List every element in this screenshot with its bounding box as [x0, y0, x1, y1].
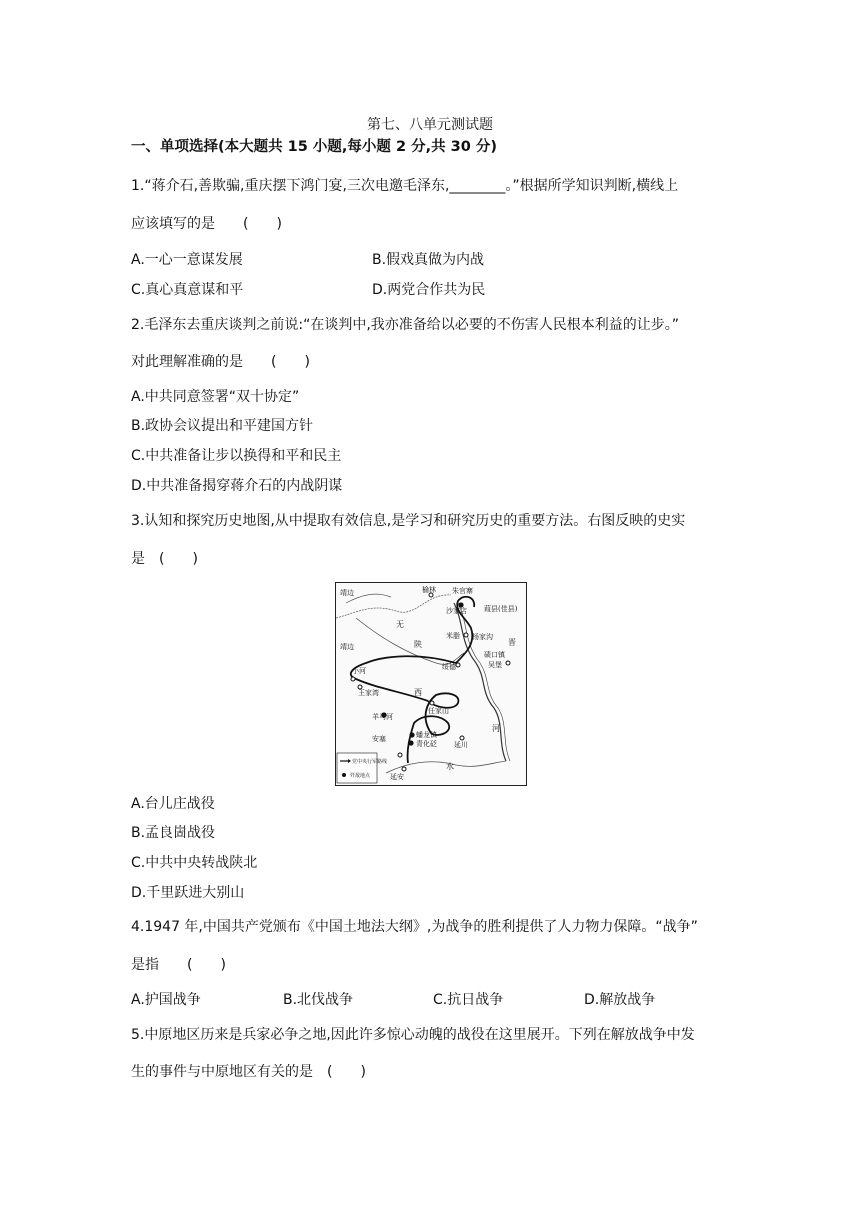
legend-route-label: 党中央行军路线	[352, 759, 388, 765]
question-3-stem-line-2: 是 ( )	[131, 551, 198, 567]
question-4-stem-line-2: 是指 ( )	[131, 957, 226, 973]
label-jingbian: 靖边	[340, 643, 354, 651]
history-map-figure	[335, 582, 527, 786]
question-5-stem-line-1: 5.中原地区历来是兵家必争之地,因此许多惊心动魄的战役在这里展开。下列在解放战争中发	[131, 1027, 695, 1043]
label-zhujiazhai: 朱官寨	[452, 587, 473, 595]
label-xiaohe: 小河	[352, 667, 366, 675]
label-jiaxian: 葭县(佳县)	[484, 605, 518, 613]
label-yangmahe: 羊马河	[372, 713, 393, 721]
legend-battle-marker	[342, 773, 346, 777]
section-heading: 一、单项选择(本大题共 15 小题,每小题 2 分,共 30 分)	[131, 139, 498, 155]
label-wubao: 吴堡	[488, 661, 502, 669]
place-marker	[398, 753, 402, 757]
question-4-option-a[interactable]: A.护国战争	[131, 992, 201, 1008]
page-title: 第七、八单元测试题	[367, 117, 493, 133]
question-2-option-b[interactable]: B.政协会议提出和平建国方针	[131, 418, 314, 434]
label-xi: 西	[414, 688, 422, 697]
label-yangjiagou: 杨家沟	[472, 633, 493, 641]
label-yanan: 延安	[390, 773, 404, 781]
question-1-option-c[interactable]: C.真心真意谋和平	[131, 282, 244, 298]
label-suide: 绥德	[442, 663, 456, 671]
label-shui: 水	[446, 762, 454, 771]
battle-site-marker	[409, 732, 414, 737]
label-wangjiawan: 王家湾	[358, 689, 379, 697]
label-yanchuan: 延川	[454, 741, 468, 749]
province-border	[336, 595, 451, 618]
question-2-option-a[interactable]: A.中共同意签署“双十协定”	[131, 389, 300, 405]
label-mizhi: 米脂	[446, 632, 460, 640]
question-3-option-d[interactable]: D.千里跃进大别山	[131, 885, 245, 901]
question-4-option-d[interactable]: D.解放战争	[584, 992, 656, 1008]
question-2-option-c[interactable]: C.中共准备让步以换得和平和民主	[131, 448, 342, 464]
label-ansai: 安塞	[372, 735, 386, 743]
place-marker	[506, 661, 510, 665]
question-2-stem-line-2: 对此理解准确的是 ( )	[131, 354, 310, 370]
question-4-stem-line-1: 4.1947 年,中国共产党颁布《中国土地法大纲》,为战争的胜利提供了人力物力保障。“战争”	[131, 919, 698, 935]
legend-battle-label: 歼敌地点	[350, 773, 371, 779]
label-yulin: 榆林	[422, 586, 436, 594]
label-renjiashan: 任家山	[428, 707, 449, 715]
question-3-option-b[interactable]: B.孟良崮战役	[131, 825, 216, 841]
place-marker	[351, 677, 355, 681]
label-qikouzhen: 碛口镇	[484, 651, 505, 659]
place-marker	[402, 767, 406, 771]
battle-site-marker	[408, 740, 413, 745]
map-svg	[336, 583, 526, 785]
question-1-stem-line-1: 1.“蒋介石,善欺骗,重庆摆下鸿门宴,三次电邀毛泽东,________。”根据所学知识判断,横线上	[131, 178, 679, 194]
question-3-stem-line-1: 3.认知和探究历史地图,从中提取有效信息,是学习和研究历史的重要方法。右图反映的史实	[131, 513, 686, 529]
question-3-option-c[interactable]: C.中共中央转战陕北	[131, 855, 258, 871]
label-he: 河	[492, 724, 500, 733]
place-marker	[430, 701, 434, 705]
place-marker	[460, 736, 464, 740]
question-2-stem-line-1: 2.毛泽东去重庆谈判之前说:“在谈判中,我亦准备给以必要的不伤害人民根本利益的让步。”	[131, 317, 680, 333]
label-wu: 无	[396, 620, 404, 629]
label-shan: 陕	[414, 640, 422, 649]
question-3-option-a[interactable]: A.台儿庄战役	[131, 796, 215, 812]
question-1-stem-line-2: 应该填写的是 ( )	[131, 216, 282, 232]
question-1-option-b[interactable]: B.假戏真做为内战	[372, 252, 485, 268]
label-panlongzhen: 蟠龙镇	[416, 731, 437, 739]
question-4-option-c[interactable]: C.抗日战争	[433, 992, 504, 1008]
label-qinghuabian: 青化砭	[416, 740, 437, 748]
question-1-option-d[interactable]: D.两党合作共为民	[372, 282, 486, 298]
place-marker	[456, 663, 460, 667]
question-1-option-a[interactable]: A.一心一意谋发展	[131, 252, 243, 268]
label-jin: 晋	[508, 638, 516, 647]
wuding-river	[356, 618, 464, 664]
place-marker	[464, 633, 468, 637]
question-4-option-b[interactable]: B.北伐战争	[283, 992, 354, 1008]
yellow-river-bank	[458, 603, 510, 761]
question-5-stem-line-2: 生的事件与中原地区有关的是 ( )	[131, 1064, 366, 1080]
label-shajiadian: 沙家店	[446, 607, 467, 615]
question-2-option-d[interactable]: D.中共准备揭穿蒋介石的内战阴谋	[131, 478, 343, 494]
label-jingbian-top: 靖边	[340, 589, 354, 597]
